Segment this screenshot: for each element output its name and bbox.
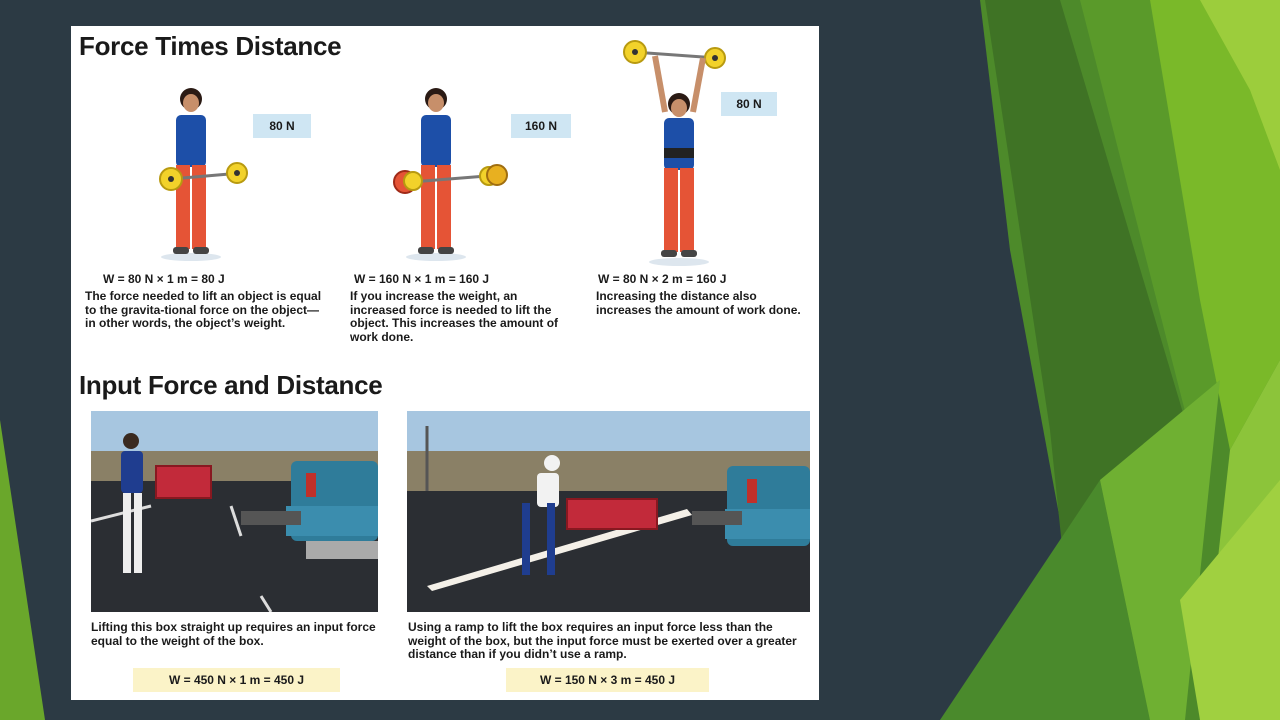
textbook-figure-card — [71, 26, 819, 700]
force-tag: 80 N — [253, 114, 311, 138]
figure-person-lifting-80n — [141, 81, 271, 261]
panel-caption: The force needed to lift an object is equal to the gravita-tional force on the object—in other words, the object’s weight. — [85, 289, 322, 330]
section-title-force-times-distance: Force Times Distance — [79, 31, 342, 61]
panel-caption: If you increase the weight, an increased force is needed to lift the object. This increases the amount of work done. — [350, 289, 559, 344]
photo-caption: Lifting this box straight up requires an input force equal to the weight of the box. — [91, 620, 376, 648]
photo-lifting-box-straight-up — [91, 411, 378, 612]
work-formula-box: W = 450 N × 1 m = 450 J — [133, 668, 340, 692]
force-tag: 80 N — [721, 92, 777, 116]
figure-person-lifting-160n — [381, 81, 521, 261]
panel-caption: Increasing the distance also increases the amount of work done. — [596, 289, 801, 317]
force-tag: 160 N — [511, 114, 571, 138]
work-formula: W = 160 N × 1 m = 160 J — [354, 272, 490, 286]
figure-person-lifting-overhead-80n — [619, 36, 749, 266]
photo-caption: Using a ramp to lift the box requires an input force less than the weight of the box, but the input force must be exerted over a greater distance than if you didn’t use a ramp. — [408, 620, 797, 661]
work-formula: W = 80 N × 1 m = 80 J — [103, 272, 225, 286]
section-title-input-force-and-distance: Input Force and Distance — [79, 370, 383, 400]
work-formula-box: W = 150 N × 3 m = 450 J — [506, 668, 709, 692]
work-formula: W = 80 N × 2 m = 160 J — [598, 272, 727, 286]
photo-lifting-box-with-ramp — [407, 411, 810, 612]
